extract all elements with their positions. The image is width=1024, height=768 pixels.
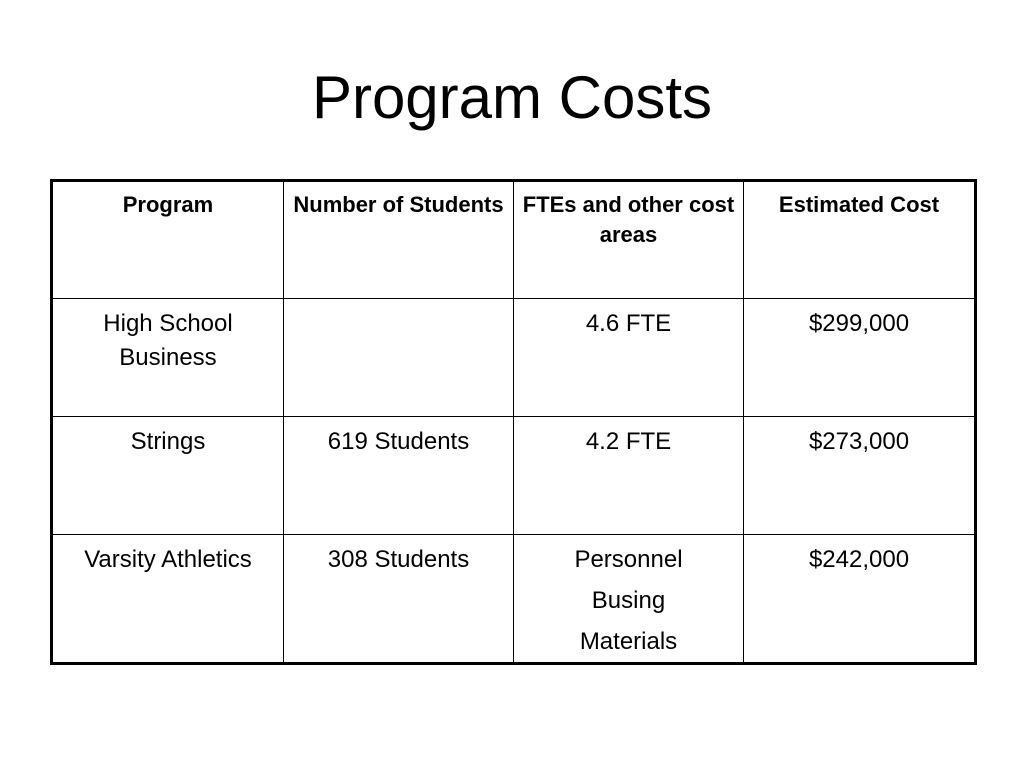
- cell-students: 308 Students: [284, 535, 514, 664]
- cell-program: Strings: [52, 417, 284, 535]
- cell-program: High School Business: [52, 299, 284, 417]
- cell-program: Varsity Athletics: [52, 535, 284, 664]
- header-program: Program: [52, 181, 284, 299]
- cell-cost: $299,000: [744, 299, 976, 417]
- cell-ftes: [514, 535, 744, 664]
- table-header-row: [52, 181, 976, 299]
- cost-area-item: Materials: [579, 628, 678, 655]
- cell-ftes: 4.6 FTE: [514, 299, 744, 417]
- header-number-of-students: Number of Students: [284, 181, 514, 299]
- cost-area-item: Personnel: [574, 546, 683, 573]
- cell-students: 619 Students: [284, 417, 514, 535]
- cell-students: [284, 299, 514, 417]
- table-row: [52, 417, 976, 535]
- table-row: [52, 535, 976, 664]
- cost-area-item: Busing: [591, 587, 666, 614]
- table-row: [52, 299, 976, 417]
- program-costs-table: [50, 179, 977, 665]
- header-ftes-and-cost-areas: FTEs and other cost areas: [514, 181, 744, 299]
- slide-title: Program Costs: [311, 64, 713, 131]
- cell-cost: $273,000: [744, 417, 976, 535]
- cell-cost: $242,000: [744, 535, 976, 664]
- cell-ftes: 4.2 FTE: [514, 417, 744, 535]
- header-estimated-cost: Estimated Cost: [744, 181, 976, 299]
